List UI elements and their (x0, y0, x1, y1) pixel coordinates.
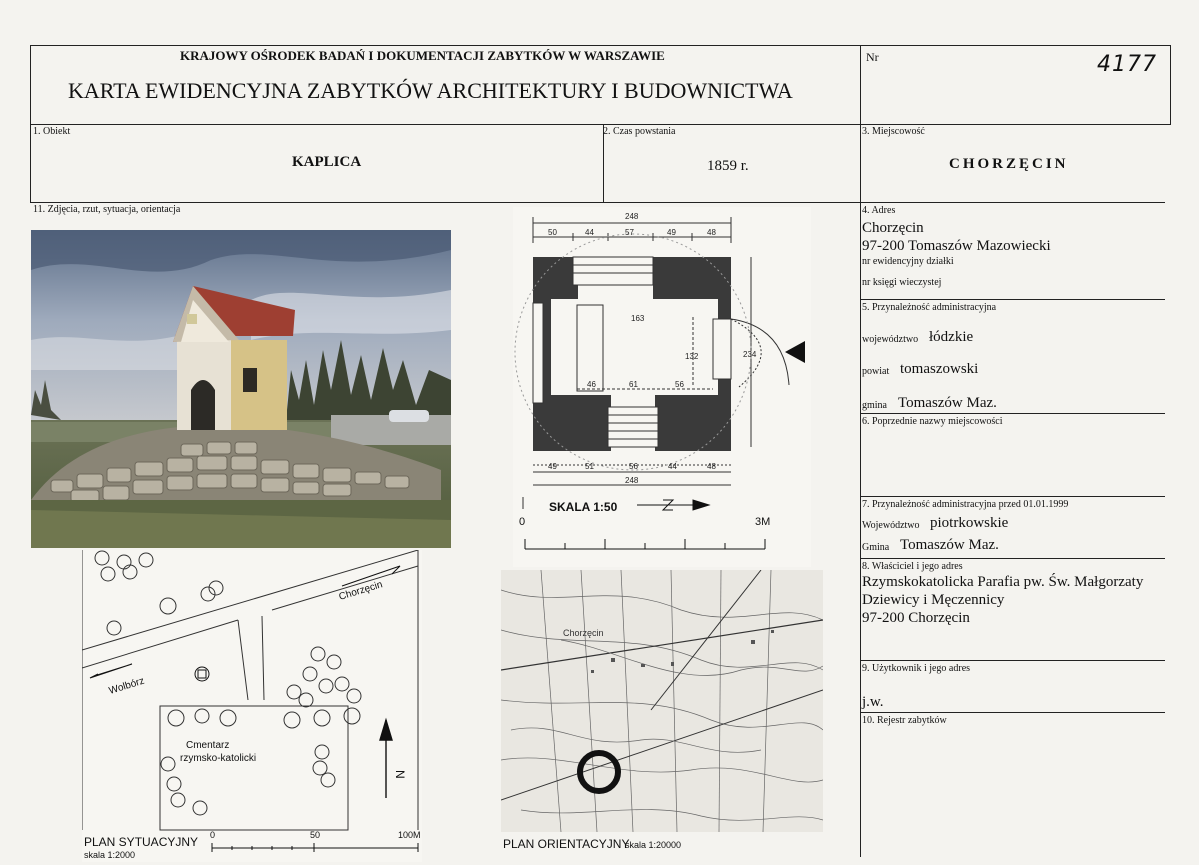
miejscowosc-label: 3. Miejscowość (862, 126, 925, 137)
miejscowosc-value: CHORZĘCIN (949, 156, 1069, 172)
nr-ksiegi-label: nr księgi wieczystej (862, 277, 942, 288)
floor-plan (513, 207, 811, 567)
gmina-value: Tomaszów Maz. (898, 395, 997, 411)
przynaleznosc-przed-label: 7. Przynależność administracyjna przed 01.01.1999 (862, 499, 1069, 510)
plan-dim-inner-3: 234 (743, 350, 757, 359)
uzytkownik-value: j.w. (862, 694, 884, 710)
powiat-value: tomaszowski (900, 361, 979, 377)
adres-line2: 97-200 Tomaszów Mazowiecki (862, 238, 1051, 254)
orientation-map (501, 570, 823, 862)
nr-ewidencyjny-label: nr ewidencyjny działki (862, 256, 954, 267)
czas-value: 1859 r. (707, 158, 749, 174)
poprzednie-label: 6. Poprzednie nazwy miejscowości (862, 416, 1003, 427)
road-label-chorzecin: Chorzęcin (337, 579, 384, 603)
rejestr-label: 10. Rejestr zabytków (862, 715, 947, 726)
nr-label: Nr (866, 50, 879, 64)
situation-bar-50: 50 (310, 830, 321, 840)
situation-scale: skala 1:2000 (84, 850, 136, 860)
wlasciciel-line3: 97-200 Chorzęcin (862, 610, 970, 626)
chapel-photo (31, 230, 451, 548)
cemetery-label-2: rzymsko-katolicki (180, 753, 257, 764)
powiat-label: powiat (862, 366, 890, 377)
plan-dim-inner-4: 46 (587, 380, 596, 389)
przynaleznosc-label: 5. Przynależność administracyjna (862, 302, 997, 313)
plan-dim-bottom-5: 48 (707, 462, 716, 471)
adres-label: 4. Adres (862, 205, 896, 216)
cemetery-label-1: Cmentarz (186, 740, 230, 751)
woj-przed-label: Województwo (862, 520, 920, 531)
wojewodztwo-label: województwo (862, 334, 919, 345)
north-label: N (393, 770, 407, 779)
obiekt-value: KAPLICA (292, 154, 362, 170)
situation-plan (82, 550, 422, 862)
orientation-scale: skala 1:20000 (625, 840, 682, 850)
uzytkownik-label: 9. Użytkownik i jego adres (862, 663, 971, 674)
wlasciciel-line1: Rzymskokatolicka Parafia pw. Św. Małgorzaty (862, 574, 1144, 590)
situation-bar-100: 100M (398, 830, 421, 840)
plan-scale-label: SKALA 1:50 (549, 500, 618, 514)
obiekt-label: 1. Obiekt (33, 126, 71, 137)
situation-bar-0: 0 (210, 830, 216, 840)
plan-dim-top-5: 48 (707, 228, 716, 237)
czas-label: 2. Czas powstania (603, 126, 676, 137)
plan-dim-bottom-2: 51 (585, 462, 594, 471)
plan-dim-bottom-1: 49 (548, 462, 557, 471)
plan-dim-top-1: 50 (548, 228, 557, 237)
wojewodztwo-value: łódzkie (929, 329, 974, 345)
gmina-przed-value: Tomaszów Maz. (900, 537, 999, 553)
map-place-label: Chorzęcin (563, 628, 604, 638)
road-label-wolborz: Wolbórz (107, 675, 146, 697)
zdjecia-label: 11. Zdjęcia, rzut, sytuacja, orientacja (33, 204, 181, 215)
plan-dim-top-2: 44 (585, 228, 594, 237)
orientation-title: PLAN ORIENTACYJNY (503, 837, 630, 851)
plan-dim-inner-2: 132 (685, 352, 699, 361)
nr-value: 4177 (1097, 52, 1157, 77)
plan-dim-inner-6: 56 (675, 380, 684, 389)
plan-dim-top-4: 49 (667, 228, 676, 237)
adres-line1: Chorzęcin (862, 220, 924, 236)
plan-scale-end: 3M (755, 516, 771, 528)
plan-dim-bottom-4: 44 (668, 462, 677, 471)
plan-dim-inner-5: 61 (629, 380, 638, 389)
plan-dim-inner-1: 163 (631, 314, 645, 323)
situation-title: PLAN SYTUACYJNY (84, 835, 199, 849)
plan-dim-top-total: 248 (625, 212, 639, 221)
card-title: KARTA EWIDENCYJNA ZABYTKÓW ARCHITEKTURY I BUDOWNICTWA (68, 78, 793, 103)
plan-dim-top-3: 57 (625, 228, 634, 237)
plan-dim-bottom-3: 56 (629, 462, 638, 471)
wlasciciel-line2: Dziewicy i Męczennicy (862, 592, 1005, 608)
gmina-przed-label: Gmina (862, 542, 890, 553)
plan-dim-bottom-total: 248 (625, 476, 639, 485)
woj-przed-value: piotrkowskie (930, 515, 1009, 531)
institution-name: KRAJOWY OŚRODEK BADAŃ I DOKUMENTACJI ZABYTKÓW W WARSZAWIE (180, 48, 665, 63)
wlasciciel-label: 8. Właściciel i jego adres (862, 561, 963, 572)
gmina-label: gmina (862, 400, 887, 411)
plan-scale-start: 0 (519, 516, 526, 528)
